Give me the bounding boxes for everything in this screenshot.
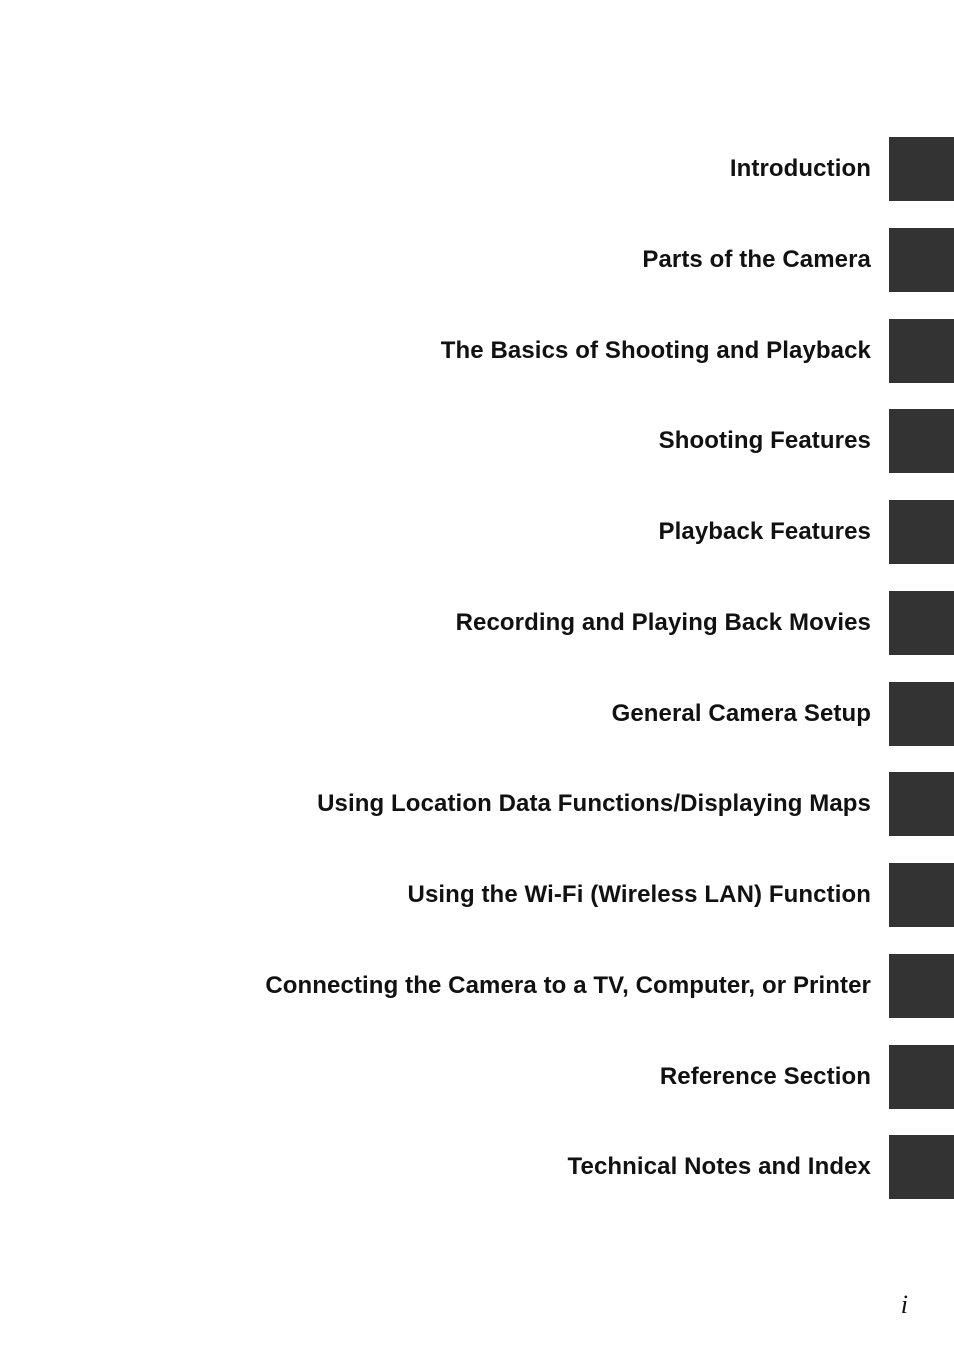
chapter-tab-marker [889,409,954,473]
toc-entry-label: Using Location Data Functions/Displaying Maps [317,790,871,817]
toc-entry-shooting-features[interactable] [0,409,954,473]
toc-entry-wifi[interactable] [0,863,954,927]
toc-entry-label: Technical Notes and Index [567,1153,871,1180]
chapter-tab-marker [889,682,954,746]
toc-entry-label: Reference Section [659,1063,871,1090]
chapter-tab-marker [889,772,954,836]
toc-entry-basics-of-shooting[interactable] [0,319,954,383]
toc-entry-reference[interactable] [0,1045,954,1109]
chapter-tab-marker [889,319,954,383]
toc-entry-technical-notes[interactable] [0,1135,954,1199]
toc-entry-label: Parts of the Camera [642,246,871,273]
toc-entry-label: Introduction [729,155,871,182]
chapter-tab-marker [889,1045,954,1109]
chapter-tab-marker [889,954,954,1018]
toc-entry-general-setup[interactable] [0,682,954,746]
toc-entry-label: The Basics of Shooting and Playback [440,337,871,364]
toc-entry-connecting[interactable] [0,954,954,1018]
toc-entry-parts-of-the-camera[interactable] [0,228,954,292]
toc-entry-movies[interactable] [0,591,954,655]
toc-entry-label: Using the Wi-Fi (Wireless LAN) Function [407,881,871,908]
toc-entry-label: Connecting the Camera to a TV, Computer, or Printer [265,972,871,999]
toc-entry-label: General Camera Setup [611,700,871,727]
chapter-tab-marker [889,1135,954,1199]
toc-entry-label: Shooting Features [658,427,871,454]
chapter-tab-marker [889,228,954,292]
toc-entry-label: Recording and Playing Back Movies [455,609,871,636]
toc-entry-playback-features[interactable] [0,500,954,564]
page-number: i [900,1290,908,1319]
chapter-tab-marker [889,591,954,655]
chapter-tab-marker [889,863,954,927]
toc-entry-location-data[interactable] [0,772,954,836]
chapter-tab-marker [889,137,954,201]
toc-entry-label: Playback Features [658,518,871,545]
chapter-tab-marker [889,500,954,564]
toc-entry-introduction[interactable] [0,137,954,201]
